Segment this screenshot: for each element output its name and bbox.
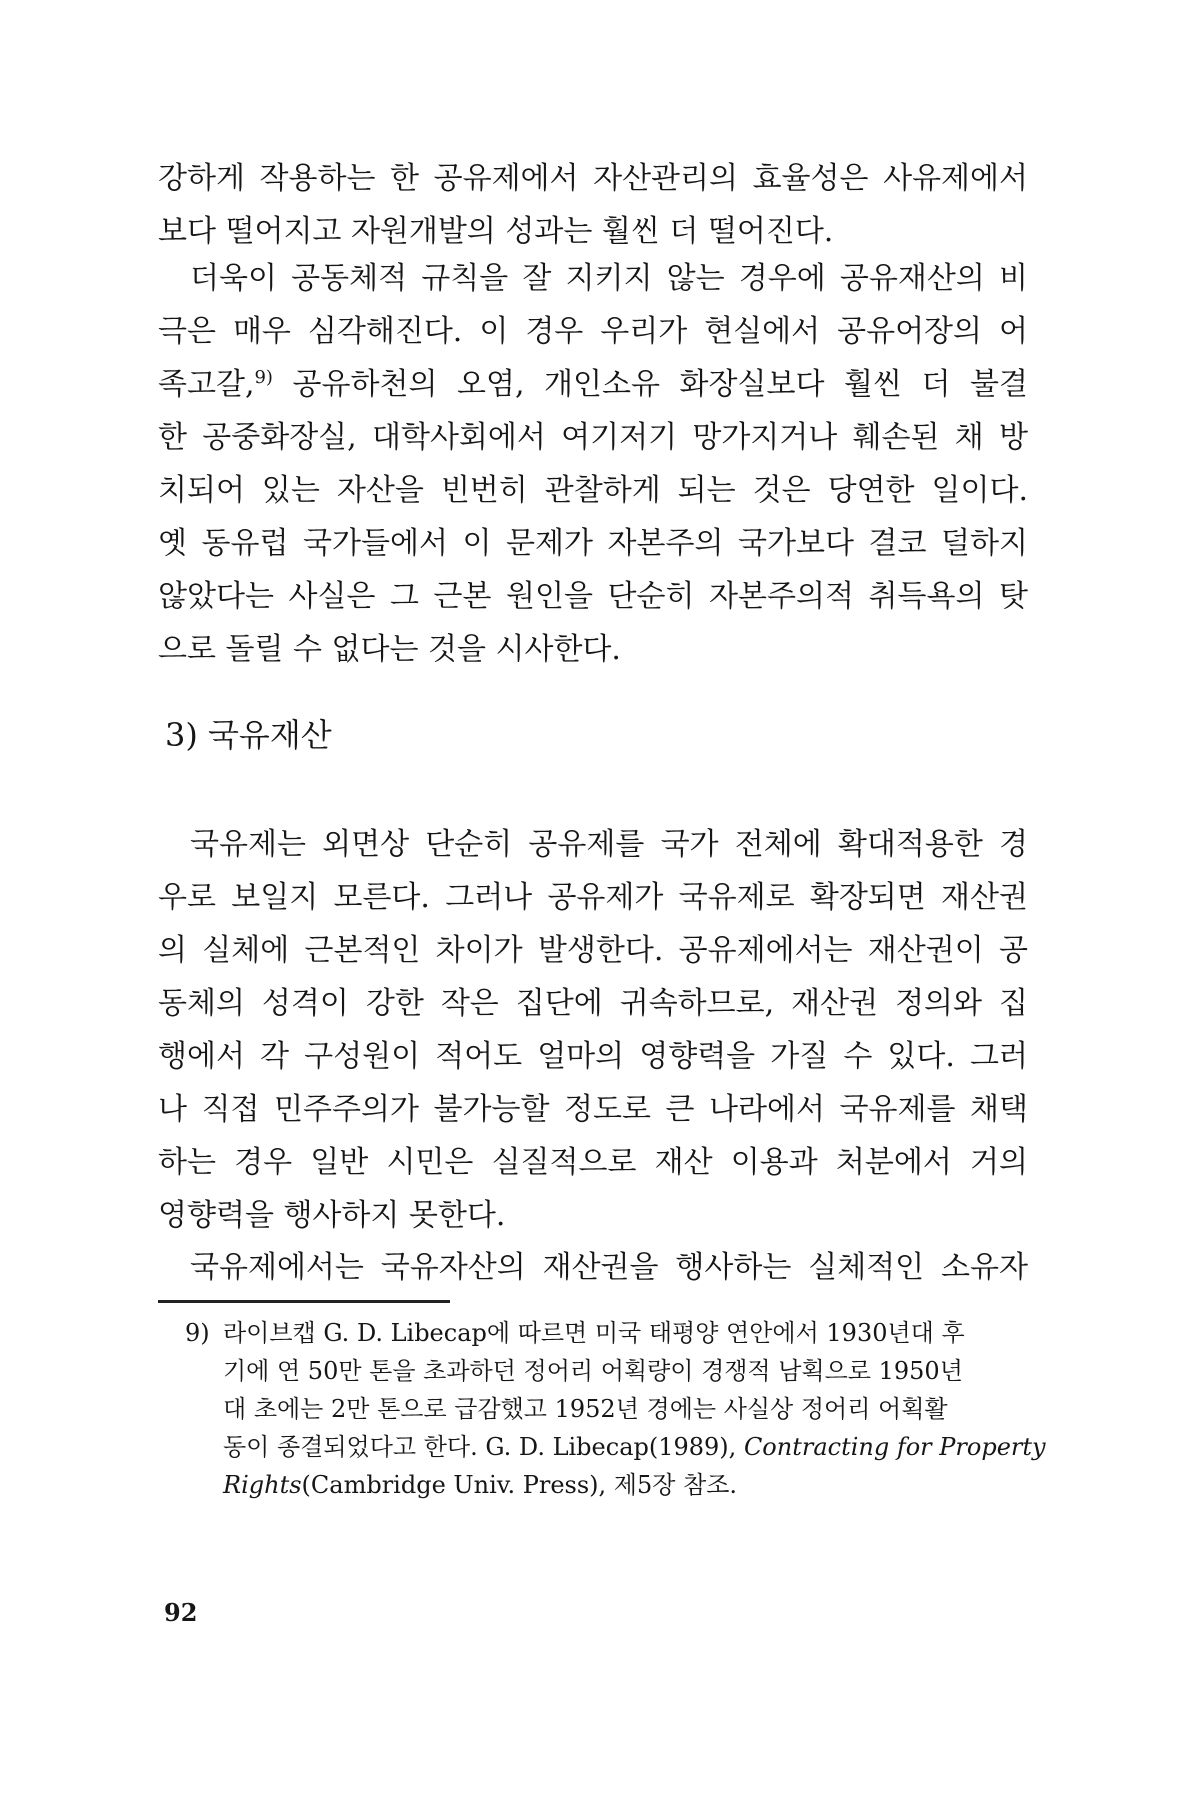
text-line: 우로 보일지 모른다. 그러나 공유제가 국유제로 확장되면 재산권 xyxy=(158,880,1028,915)
footnote-line: 대 초에는 2만 톤으로 급감했고 1952년 경에는 사실상 정어리 어획활 xyxy=(223,1395,948,1423)
footnote-line xyxy=(185,1428,1046,1466)
text-line: 치되어 있는 자산을 빈번히 관찰하게 되는 것은 당연한 일이다. xyxy=(158,473,1028,508)
footnote-line: 기에 연 50만 톤을 초과하던 정어리 어획량이 경쟁적 남획으로 1950년 xyxy=(223,1357,963,1385)
footnote-reference: 9) xyxy=(254,367,273,388)
footnote-number: 9) xyxy=(185,1319,210,1347)
page-number: 92 xyxy=(164,1598,198,1627)
text-line: 의 실체에 근본적인 차이가 발생한다. 공유제에서는 재산권이 공 xyxy=(158,933,1028,968)
paragraph-2 xyxy=(158,252,1028,676)
text-line: 동체의 성격이 강한 작은 집단에 귀속하므로, 재산권 정의와 집 xyxy=(158,986,1028,1021)
text-line: 한 공중화장실, 대학사회에서 여기저기 망가지거나 훼손된 채 방 xyxy=(158,420,1028,455)
text-line: 보다 떨어지고 자원개발의 성과는 훨씬 더 떨어진다. xyxy=(158,214,834,249)
paragraph-1 xyxy=(158,152,1028,258)
text-line: 국유제에서는 국유자산의 재산권을 행사하는 실체적인 소유자 xyxy=(190,1250,1028,1285)
text-line: 극은 매우 심각해진다. 이 경우 우리가 현실에서 공유어장의 어 xyxy=(158,314,1028,349)
paragraph-4 xyxy=(158,1241,1028,1294)
paragraph-3 xyxy=(158,818,1028,1242)
book-title: Contracting for Property xyxy=(743,1433,1046,1461)
text-segment: (Cambridge Univ. Press), 제5장 참조. xyxy=(301,1471,738,1499)
footnote-line xyxy=(185,1314,1028,1352)
text-segment: 동이 종결되었다고 한다. G. D. Libecap(1989), xyxy=(223,1433,744,1461)
text-line: 않았다는 사실은 그 근본 원인을 단순히 자본주의적 취득욕의 탓 xyxy=(158,579,1028,614)
text-line xyxy=(158,358,1028,411)
text-line: 영향력을 행사하지 못한다. xyxy=(158,1198,506,1233)
text-segment: 공유하천의 오염, 개인소유 화장실보다 훨씬 더 불결 xyxy=(272,367,1028,402)
footnote-line xyxy=(185,1466,1028,1504)
footnote-divider xyxy=(158,1300,450,1303)
text-line: 국유제는 외면상 단순히 공유제를 국가 전체에 확대적용한 경 xyxy=(190,827,1028,862)
text-line: 강하게 작용하는 한 공유제에서 자산관리의 효율성은 사유제에서 xyxy=(158,161,1028,196)
text-line: 하는 경우 일반 시민은 실질적으로 재산 이용과 처분에서 거의 xyxy=(158,1145,1028,1180)
text-line: 으로 돌릴 수 없다는 것을 시사한다. xyxy=(158,632,621,667)
text-line: 나 직접 민주주의가 불가능할 정도로 큰 나라에서 국유제를 채택 xyxy=(158,1092,1028,1127)
text-line: 더욱이 공동체적 규칙을 잘 지키지 않는 경우에 공유재산의 비 xyxy=(190,261,1028,296)
section-heading: 3) 국유재산 xyxy=(165,716,332,754)
footnote xyxy=(185,1314,1046,1504)
text-segment: 족고갈, xyxy=(158,367,255,402)
text-line: 행에서 각 구성원이 적어도 얼마의 영향력을 가질 수 있다. 그러 xyxy=(158,1039,1028,1074)
book-title: Rights xyxy=(223,1471,302,1499)
text-line: 옛 동유럽 국가들에서 이 문제가 자본주의 국가보다 결코 덜하지 xyxy=(158,526,1028,561)
text-segment: 라이브캡 G. D. Libecap에 따르면 미국 태평양 연안에서 1930년대 후 xyxy=(223,1319,965,1347)
